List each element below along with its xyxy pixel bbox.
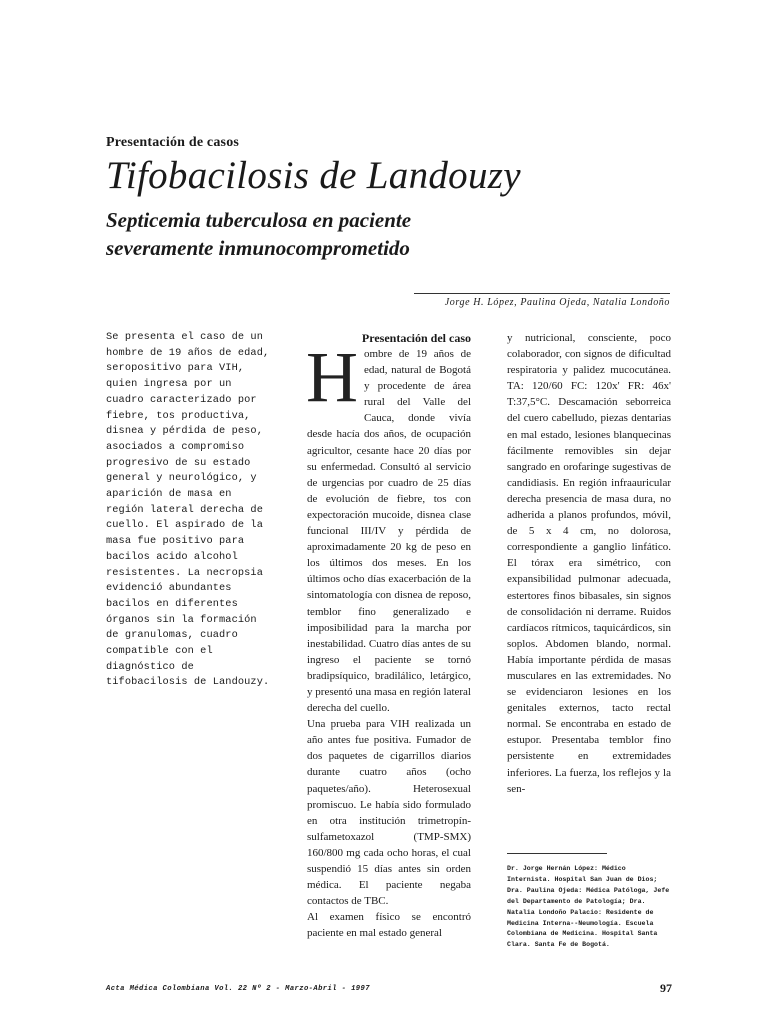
article-title: Tifobacilosis de Landouzy (106, 154, 521, 197)
case-paragraph-1-text: ombre de 19 años de edad, natural de Bogotá y procedente de área rural del Valle del Cauca, donde vivía desde hacía dos años, de ocupación agricultor, cesante hace 20 días por su enfermedad. Consultó al servicio de urgencias por cuadro de 25 días de evolución de fiebre, tos con expectoración mucoide, disnea clase funcional III/IV y pérdida de aproximadamente 20 kg de peso en los últimos dos meses. En los últimos ocho días exacerbación de la sintomatología con disnea de reposo, temblor fino generalizado e imposibilidad para la marcha por inestabilidad. Cuatro días antes de su ingreso el paciente se tornó bradipsíquico, bradilálico, letárgico, y presentó una masa en región lateral derecha del cuello. (307, 348, 471, 715)
subtitle-line-1: Septicemia tuberculosa en paciente (106, 208, 412, 232)
author-rule (414, 293, 670, 294)
case-paragraph-3: Al examen físico se encontró paciente en mal estado general (307, 911, 471, 940)
footnote-rule (507, 853, 607, 854)
subtitle-line-2: severamente inmunocomprometido (106, 236, 410, 260)
case-paragraph-2: Una prueba para VIH realizada un año antes fue positiva. Fumador de dos paquetes de cigarrillos diarios durante cuatro años (ocho paquetes/año). Heterosexual promiscuo. Le había sido formulado en otra institución trimetropín-sulfametoxazol (TMP-SMX) 160/800 mg cada ocho horas, el cual suspendió 15 días antes sin orden médica. El paciente negaba contactos de TBC. (307, 718, 471, 908)
drop-cap: H (306, 337, 358, 417)
journal-citation: Acta Médica Colombiana Vol. 22 Nº 2 - Marzo-Abril - 1997 (106, 985, 370, 993)
case-paragraph-4: y nutricional, consciente, poco colaborador, con signos de dificultad respiratoria y palidez mucocutánea. TA: 120/60 FC: 120x' FR: 46x' T:37,5°C. Descamación seborreica del cuero cabelludo, piezas dentarias en mal estado, lesiones blanquecinas fácilmente removibles sin dejar sangrado en orofaringe sugestivas de candidiasis. En región infraauricular derecha presencia de masa dura, no adherida a planos profundos, móvil, de 5 x 4 cm, no dolorosa, correspondiente a ganglio linfático. El tórax era simétrico, con expansibilidad pulmonar adecuada, estertores finos bibasales, sin signos de consolidación ni derrame. Ruidos cardíacos rítmicos, taquicárdicos, sin soplos. Abdomen blando, normal. Había importante pérdida de masas musculares en las extremidades. No se evidenciaron lesiones en los genitales externos, tacto rectal normal. Se encontraba en estado de estupor. Presentaba temblor fino persistente en extremidades inferiores. La fuerza, los reflejos y la sen- (507, 332, 671, 795)
author-affiliations: Dr. Jorge Hernán López: Médico Internista. Hospital San Juan de Dios; Dra. Paulina Ojeda: Médica Patóloga, Jefe del Departamento de Patología; Dra. Natalia Londoño Palacio: Residente de Medicina Interna--Neumología. Escuela Colombiana de Medicina. Hospital Santa Clara. Santa Fe de Bogotá. (507, 865, 670, 949)
abstract: Se presenta el caso de un hombre de 19 años de edad, seropositivo para VIH, quien ingresa por un cuadro caracterizado por fiebre, tos productiva, disnea y pérdida de peso, asociados a compromiso progresivo de su estado general y neurológico, y aparición de masa en región lateral derecha de cuello. El aspirado de la masa fue positivo para bacilos acido alcohol resistentes. La necropsia evidenció abundantes bacilos en diferentes órganos sin la formación de granulomas, cuadro compatible con el diagnóstico de tifobacilosis de Landouzy. (106, 331, 270, 689)
author-list: Jorge H. López, Paulina Ojeda, Natalia Londoño (444, 297, 670, 308)
case-column-1 (307, 330, 471, 941)
case-heading: Presentación del caso (361, 331, 471, 345)
page-number: 97 (660, 981, 672, 995)
article-subtitle (106, 206, 566, 262)
case-column-2 (507, 330, 671, 797)
section-label: Presentación de casos (106, 135, 240, 150)
